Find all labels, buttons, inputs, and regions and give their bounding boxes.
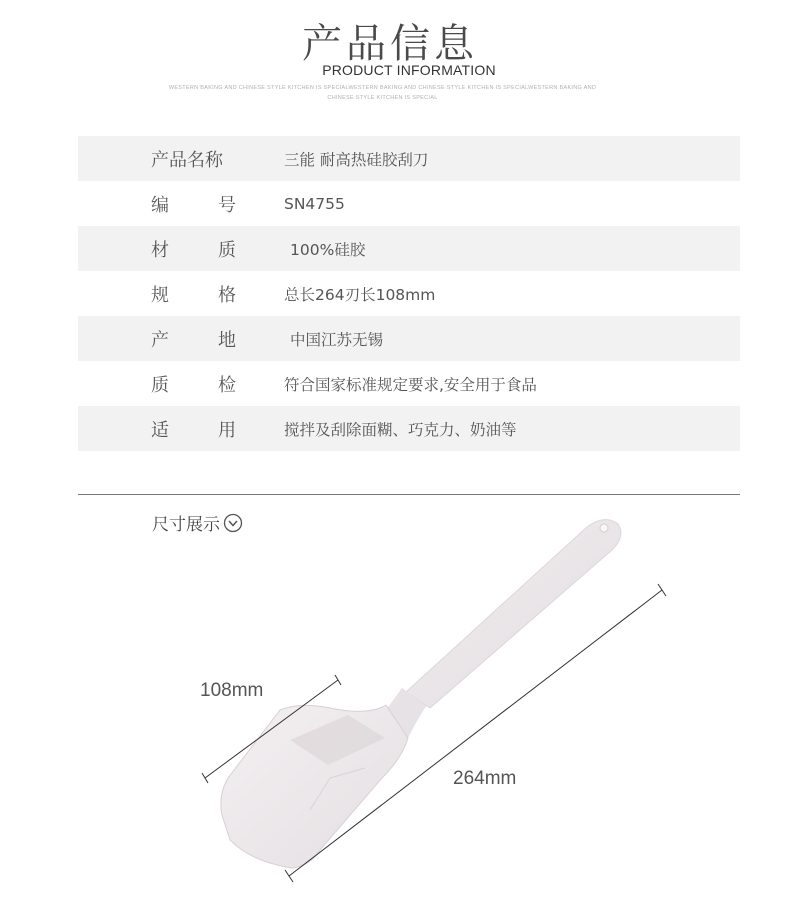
spec-row-usage [78,406,740,451]
hanging-hole [600,524,608,532]
page-title: 产品信息 [302,21,478,67]
spatula-blade [221,705,408,868]
spec-label: 编号 [151,194,236,216]
spec-label: 产品名称 [151,149,223,171]
spec-label: 质检 [151,374,236,396]
spec-value: 三能 耐高热硅胶刮刀 [284,150,429,169]
spec-row-material [78,226,740,271]
spec-value: 100%硅胶 [290,240,366,259]
spec-row-origin [78,316,740,361]
spec-row-code [78,181,740,226]
total-length-label: 264mm [453,768,517,789]
spatula-handle [406,520,621,708]
spatula-illustration [180,510,700,900]
page-subtitle: PRODUCT INFORMATION [322,62,496,78]
spec-value: SN4755 [284,194,345,213]
page-tagline: WESTERN BAKING AND CHINESE STYLE KITCHEN IS SPECIALWESTERN BAKING AND CHINESE STYLE KITCHEN IS SPECIALWESTERN BAKING AND CHINESE STYLE KITCHEN IS SPECIAL [168,85,597,101]
spec-row-inspection [78,361,740,406]
spec-value: 符合国家标准规定要求,安全用于食品 [284,375,537,394]
blade-length-label: 108mm [200,680,264,701]
size-section-label: 尺寸展示 [152,515,220,535]
spec-value: 总长264刃长108mm [284,285,436,304]
spec-row-spec [78,271,740,316]
spec-value: 搅拌及刮除面糊、巧克力、奶油等 [284,420,517,439]
spec-label: 适用 [151,419,236,441]
spec-label: 产地 [151,329,236,351]
spec-value: 中国江苏无锡 [290,330,384,349]
spec-table [78,136,740,451]
spec-row-name [78,136,740,181]
spec-label: 规格 [151,284,236,306]
spec-label: 材质 [151,239,236,261]
section-divider [78,494,740,495]
